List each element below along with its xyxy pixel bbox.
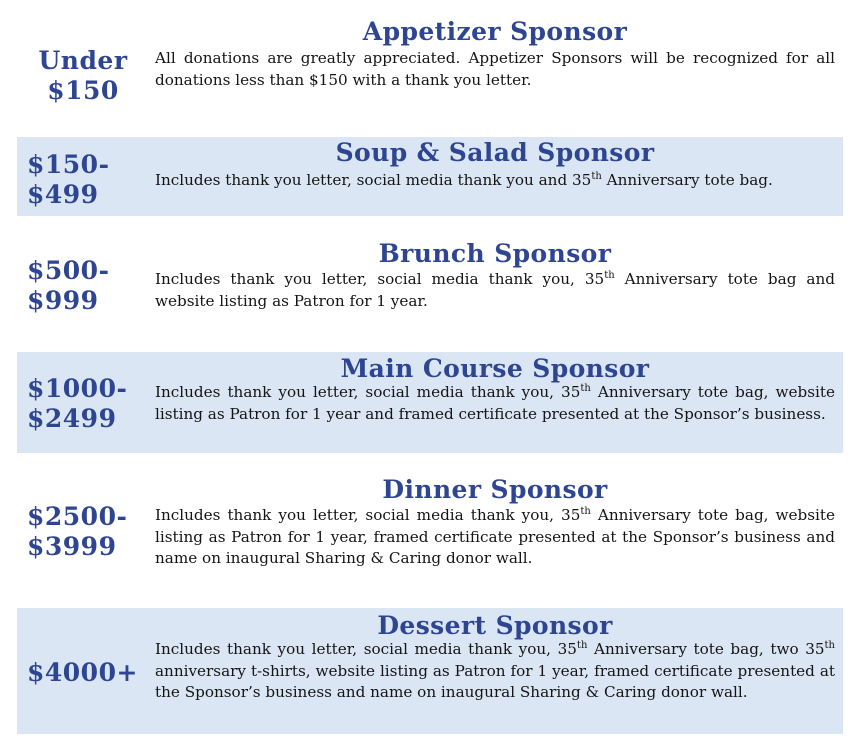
tier-dinner	[17, 470, 843, 590]
price-line1: $2500-	[27, 502, 128, 531]
tier-description: Includes thank you letter, social media thank you and 35th Anniversary tote bag.	[155, 170, 773, 189]
price-range	[17, 46, 149, 106]
price-line1: $150-	[27, 150, 110, 179]
tier-appetizer	[17, 14, 843, 114]
tier-title: Soup & Salad Sponsor	[335, 138, 655, 167]
price-range: $4000+	[27, 658, 138, 687]
tier-description: All donations are greatly appreciated. Appetizer Sponsors will be recognized for all donations less than $150 with a thank you letter.	[155, 49, 835, 89]
price-line2: $150	[47, 76, 119, 105]
tier-description: Includes thank you letter, social media thank you, 35th Anniversary tote bag, website listing as Patron for 1 year and framed certificate presented at the Sponsor’s business.	[155, 382, 835, 423]
tier-brunch	[17, 236, 843, 336]
price-line2: $3999	[27, 532, 117, 561]
tier-title: Main Course Sponsor	[340, 354, 650, 383]
tier-description: Includes thank you letter, social media thank you, 35th Anniversary tote bag, two 35th anniversary t-shirts, website listing as Patron for 1 year, framed certificate presented at the Sponsor’s business and name on inaugural Sharing & Caring donor wall.	[155, 639, 835, 701]
price-line2: $499	[27, 180, 99, 209]
price-line2: $2499	[27, 404, 117, 433]
price-line1: $1000-	[27, 374, 128, 403]
tier-dessert	[17, 608, 843, 734]
price-line1: $500-	[27, 256, 110, 285]
price-range	[27, 374, 157, 434]
price-range	[27, 256, 157, 316]
tier-title: Dessert Sponsor	[377, 611, 613, 640]
price-range	[27, 150, 157, 210]
price-line2: $999	[27, 286, 99, 315]
tier-description: Includes thank you letter, social media thank you, 35th Anniversary tote bag and website listing as Patron for 1 year.	[155, 269, 835, 310]
tier-title: Brunch Sponsor	[378, 239, 612, 268]
tier-main-course	[17, 352, 843, 453]
price-range	[27, 502, 157, 562]
price-line1: Under	[38, 46, 128, 75]
tier-soup-salad	[17, 137, 843, 216]
tier-description: Includes thank you letter, social media thank you, 35th Anniversary tote bag, website listing as Patron for 1 year, framed certificate presented at the Sponsor’s business and name on inaugural Sharing & Caring donor wall.	[155, 505, 835, 567]
tier-title: Dinner Sponsor	[382, 475, 608, 504]
tier-title: Appetizer Sponsor	[362, 17, 628, 46]
